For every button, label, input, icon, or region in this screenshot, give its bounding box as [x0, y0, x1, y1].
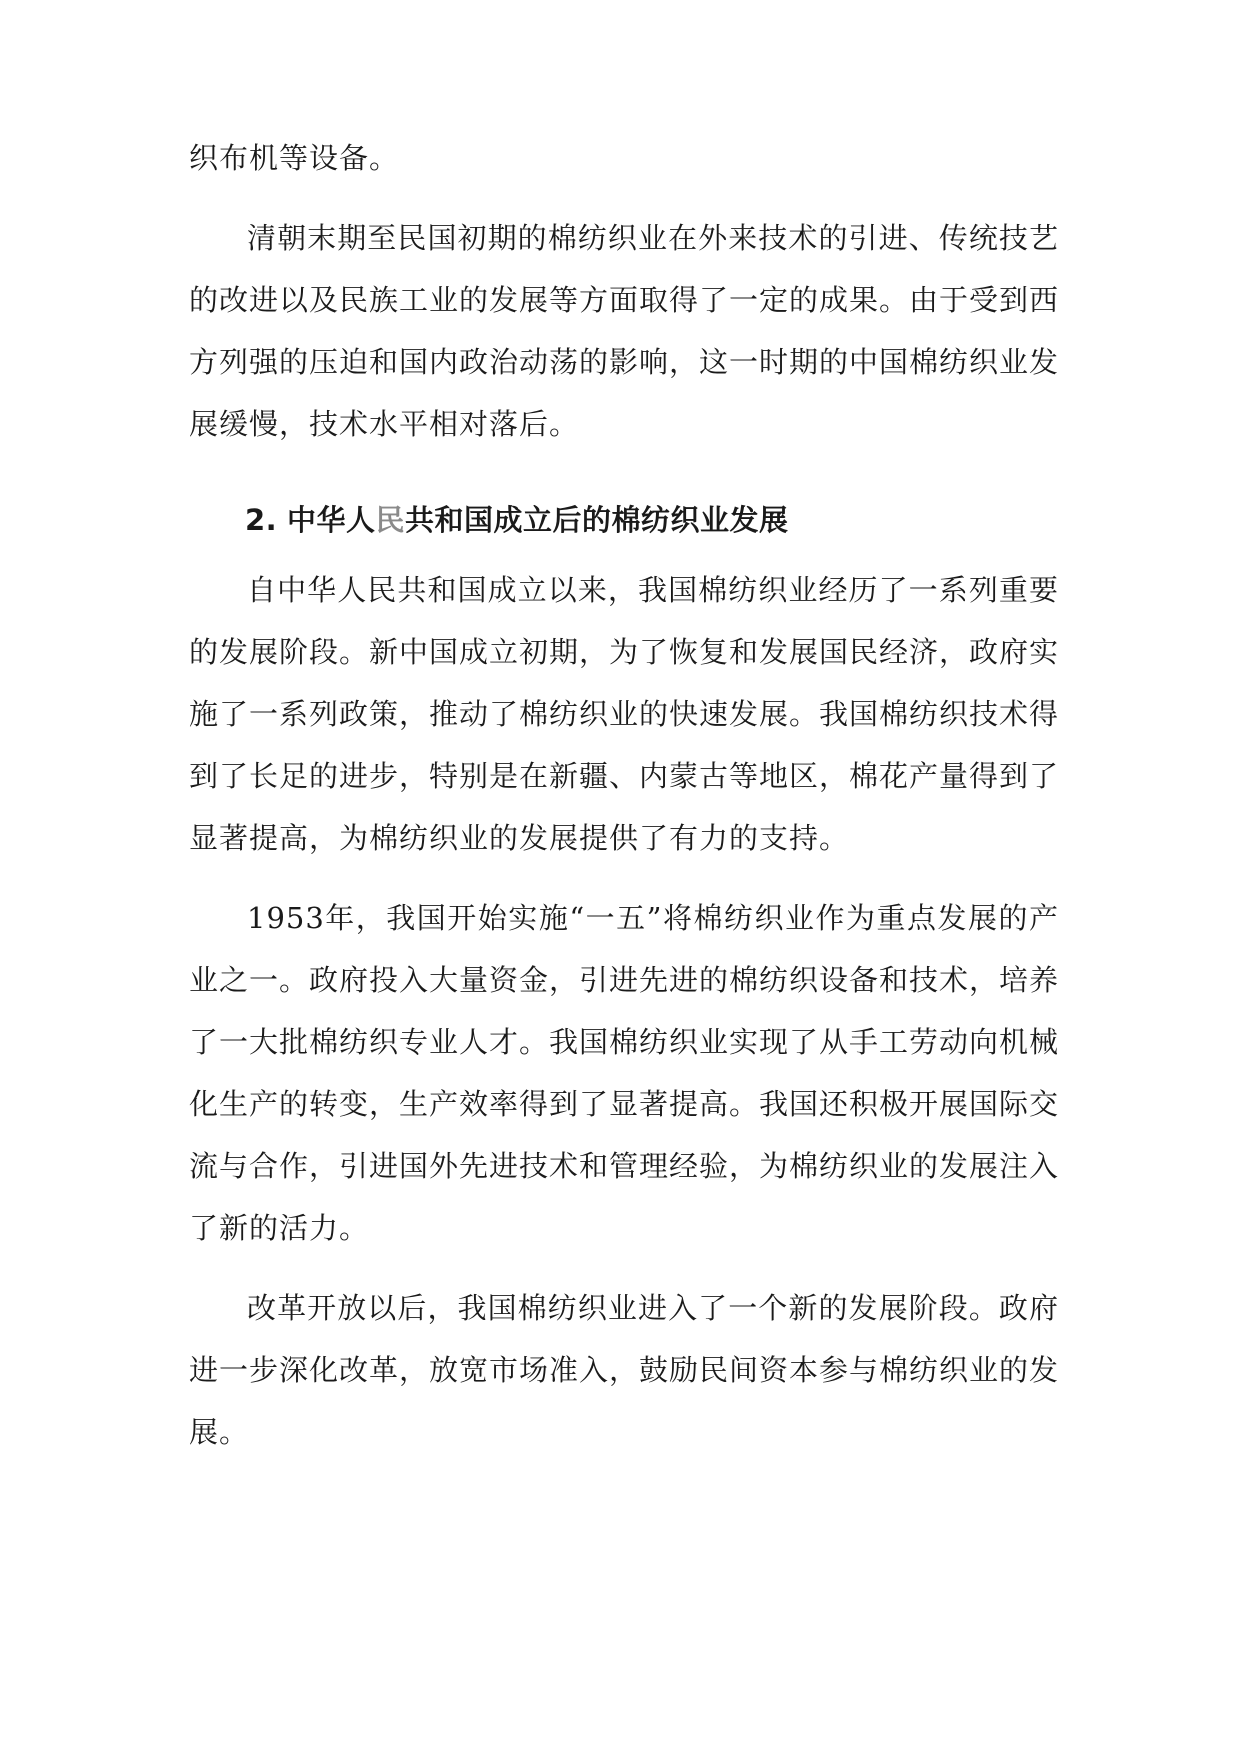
paragraph-continuation: 织布机等设备。: [189, 141, 400, 175]
paragraph-prc-founding: 自中华人民共和国成立以来，我国棉纺织业经历了一系列重要的发展阶段。新中国成立初期，为了恢复和发展国民经济，政府实施了一系列政策，推动了棉纺织业的快速发展。我国棉纺织技术得到了长足的进步，特别是在新疆、内蒙古等地区，棉花产量得到了显著提高，为棉纺织业的发展提供了有力的支持。: [189, 573, 1060, 855]
paragraph-1953: 1953年，我国开始实施“一五”将棉纺织业作为重点发展的产业之一。政府投入大量资金，引进先进的棉纺织设备和技术，培养了一大批棉纺织专业人才。我国棉纺织业实现了从手工劳动向机械化生产的转变，生产效率得到了显著提高。我国还积极开展国际交流与合作，引进国外先进技术和管理经验，为棉纺织业的发展注入了新的活力。: [189, 901, 1060, 1245]
section-number: 2.: [245, 503, 278, 537]
paragraph-qing-republic: 清朝末期至民国初期的棉纺织业在外来技术的引进、传统技艺的改进以及民族工业的发展等方面取得了一定的成果。由于受到西方列强的压迫和国内政治动荡的影响，这一时期的中国棉纺织业发展缓慢，技术水平相对落后。: [189, 221, 1060, 441]
section-title-part1: 中华人: [287, 503, 376, 537]
section-title-faded-char: 民: [375, 503, 406, 537]
section-heading: [189, 489, 1115, 551]
section-title-part2: 共和国成立后的棉纺织业发展: [405, 503, 789, 537]
paragraph-reform: 改革开放以后，我国棉纺织业进入了一个新的发展阶段。政府进一步深化改革，放宽市场准入，鼓励民间资本参与棉纺织业的发展。: [189, 1291, 1060, 1449]
